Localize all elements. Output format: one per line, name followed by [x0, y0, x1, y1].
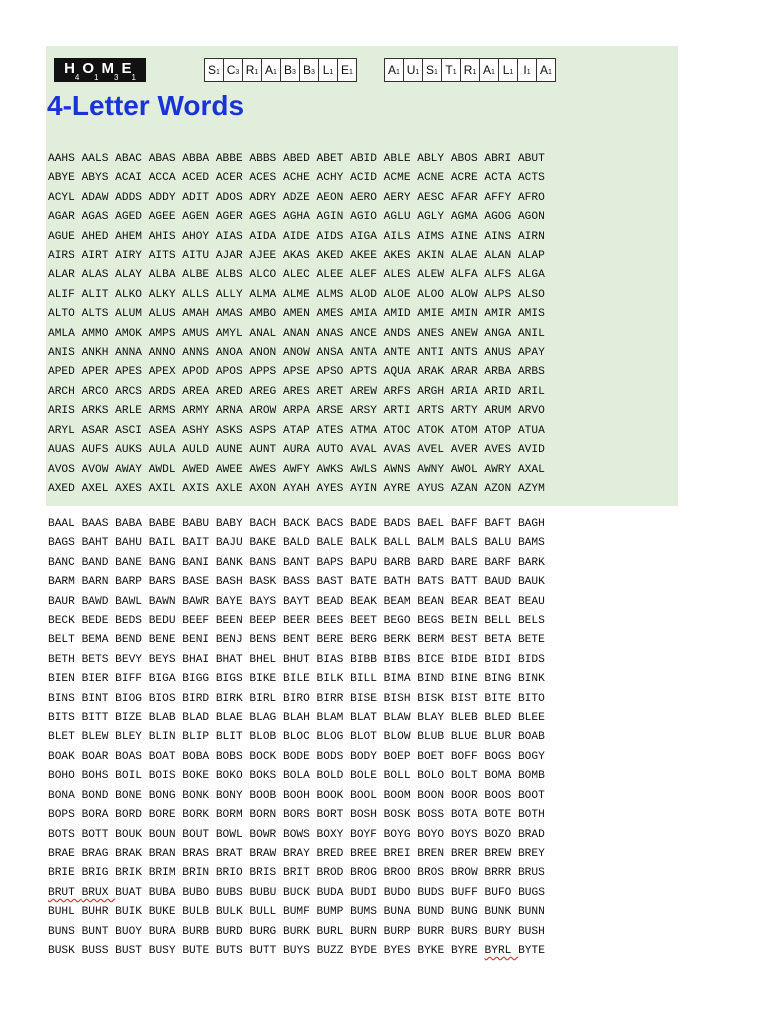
word-row: ALTO ALTS ALUM ALUS AMAH AMAS AMBO AMEN AMES AMIA AMID AMIE AMIN AMIR AMIS [48, 308, 545, 321]
tile-letter: C [226, 63, 236, 77]
word-row: AIRS AIRT AIRY AITS AITU AJAR AJEE AKAS AKED AKEE AKES AKIN ALAE ALAN ALAP [48, 250, 545, 263]
word-row: AMLA AMMO AMOK AMPS AMUS AMYL ANAL ANAN ANAS ANCE ANDS ANES ANEW ANGA ANIL [48, 327, 545, 340]
word-row: BOTS BOTT BOUK BOUN BOUT BOWL BOWR BOWS BOXY BOYF BOYG BOYO BOYS BOZO BRAD [48, 828, 545, 841]
word-list-a [48, 150, 545, 499]
tile-letter: E [341, 63, 350, 77]
word: BUBA [148, 886, 183, 899]
tile-score: 1 [472, 68, 477, 76]
tile-score: 1 [509, 68, 514, 76]
tile-score: 3 [235, 68, 240, 76]
word: BUDA [316, 886, 351, 899]
word: BYTE [518, 944, 545, 957]
tile-letter: A [388, 63, 397, 77]
home-letter: $M_3$ [101, 60, 119, 82]
word: BUDI [350, 886, 384, 899]
letter-tile [319, 58, 338, 82]
word-row: BECK BEDE BEDS BEDU BEEF BEEN BEEP BEER BEES BEET BEGO BEGS BEIN BELL BELS [48, 615, 545, 628]
letter-tile [461, 58, 480, 82]
word: BUCK [283, 886, 317, 899]
home-letter: $E_1$ [121, 60, 136, 82]
letter-tile [300, 58, 319, 82]
tile-score: 3 [292, 68, 296, 76]
letter-tile [224, 58, 243, 82]
word-row: ARYL ASAR ASCI ASEA ASHY ASKS ASPS ATAP ATES ATMA ATOC ATOK ATOM ATOP ATUA [48, 424, 545, 437]
australia-link[interactable] [384, 58, 556, 82]
word-row: ANIS ANKH ANNA ANNO ANNS ANOA ANON ANOW ANSA ANTA ANTE ANTI ANTS ANUS APAY [48, 347, 545, 360]
word-row: AGUE AHED AHEM AHIS AHOY AIAS AIDA AIDE AIDS AIGA AILS AIMS AINE AINS AIRN [48, 230, 545, 243]
tile-score: 1 [526, 68, 531, 76]
tile-score: 1 [434, 68, 438, 76]
letter-tile [480, 58, 499, 82]
word-row: ARIS ARKS ARLE ARMS ARMY ARNA AROW ARPA ARSE ARSY ARTI ARTS ARTY ARUM ARVO [48, 405, 545, 418]
tile-letter: R [463, 63, 473, 77]
letter-tile [404, 58, 423, 82]
word-row: AAHS AALS ABAC ABAS ABBA ABBE ABBS ABED ABET ABID ABLE ABLY ABOS ABRI ABUT [48, 153, 545, 165]
word-row [48, 942, 545, 961]
letter-score: 3 [114, 73, 119, 82]
word: BUYS [283, 944, 317, 957]
tile-letter: B [284, 63, 293, 77]
word-row: BUHL BUHR BUIK BUKE BULB BULK BULL BUMF BUMP BUMS BUNA BUND BUNG BUNK BUNN [48, 906, 545, 919]
word-row: APED APER APES APEX APOD APOS APPS APSE APSO APTS AQUA ARAK ARAR ARBA ARBS [48, 366, 545, 379]
word-row: AXED AXEL AXES AXIL AXIS AXLE AXON AYAH AYES AYIN AYRE AYUS AZAN AZON AZYM [48, 482, 545, 495]
word-row: BOPS BORA BORD BORE BORK BORM BORN BORS BORT BOSH BOSK BOSS BOTA BOTE BOTH [48, 809, 545, 822]
word-row: BONA BOND BONE BONG BONK BONY BOOB BOOH BOOK BOOL BOOM BOON BOOR BOOS BOOT [48, 789, 545, 802]
misspelled-word: BRUX [81, 886, 116, 899]
tile-letter: A [265, 63, 274, 77]
word-row: AVOS AVOW AWAY AWDL AWED AWEE AWES AWFY AWKS AWLS AWNS AWNY AWOL AWRY AXAL [48, 463, 545, 476]
word-row: BRIE BRIG BRIK BRIM BRIN BRIO BRIS BRIT BROD BROG BROO BROS BROW BRRR BRUS [48, 867, 545, 880]
tile-letter: L [322, 63, 330, 77]
word-list-b [48, 515, 545, 961]
letter-tile [204, 58, 224, 82]
tile-score: 3 [311, 68, 315, 76]
word: BUTE [182, 944, 216, 957]
tile-letter: S [426, 63, 435, 77]
tile-score: 1 [349, 68, 353, 76]
word-row [48, 884, 545, 903]
header-bar [46, 56, 678, 84]
page-title: 4-Letter Words [47, 90, 245, 121]
tile-score: 1 [329, 68, 334, 76]
word-row: BELT BEMA BEND BENE BENI BENJ BENS BENT BERE BERG BERK BERM BEST BETA BETE [48, 634, 545, 647]
word-row: BAGS BAHT BAHU BAIL BAIT BAJU BAKE BALD BALE BALK BALL BALM BALS BALU BAMS [48, 537, 545, 550]
misspelled-word: BRUT [48, 886, 82, 899]
letter-tile [384, 58, 404, 82]
tile-score: 1 [491, 68, 495, 76]
word-row: AUAS AUFS AUKS AULA AULD AUNE AUNT AURA AUTO AVAL AVAS AVEL AVER AVES AVID [48, 444, 545, 457]
word: BUSS [81, 944, 116, 957]
word: BUFO [484, 886, 519, 899]
home-letter: $O_1$ [82, 60, 99, 82]
tile-letter: U [406, 63, 416, 77]
tile-score: 1 [273, 68, 277, 76]
word: BUDO [383, 886, 418, 899]
word: BUST [115, 944, 149, 957]
word: BUDS [417, 886, 451, 899]
tile-letter: T [445, 63, 453, 77]
word-row: BANC BAND BANE BANG BANI BANK BANS BANT BAPS BAPU BARB BARD BARE BARF BARK [48, 556, 545, 569]
word-row: BINS BINT BIOG BIOS BIRD BIRK BIRL BIRO BIRR BISE BISH BISK BIST BITE BITO [48, 692, 545, 705]
letter-tile [499, 58, 518, 82]
word-row: BUNS BUNT BUOY BURA BURB BURD BURG BURK BURL BURN BURP BURR BURS BURY BUSH [48, 925, 545, 938]
home-link[interactable] [54, 58, 146, 82]
letter-tile [442, 58, 461, 82]
word-row: BARM BARN BARP BARS BASE BASH BASK BASS BAST BATE BATH BATS BATT BAUD BAUK [48, 576, 545, 589]
word-row: BAUR BAWD BAWL BAWN BAWR BAYE BAYS BAYT BEAD BEAK BEAM BEAN BEAR BEAT BEAU [48, 595, 545, 608]
letter-score: 4 [74, 73, 80, 82]
word: BUTS [215, 944, 250, 957]
word: BUFF [450, 886, 485, 899]
word-row: BRAE BRAG BRAK BRAN BRAS BRAT BRAW BRAY BRED BREE BREI BREN BRER BREW BREY [48, 847, 545, 860]
word-row: ACYL ADAW ADDS ADDY ADIT ADOS ADRY ADZE AEON AERO AERY AESC AFAR AFFY AFRO [48, 191, 545, 204]
word-row: ABYE ABYS ACAI ACCA ACED ACER ACES ACHE ACHY ACID ACME ACNE ACRE ACTA ACTS [48, 172, 545, 185]
word-row: BIEN BIER BIFF BIGA BIGG BIGS BIKE BILE BILK BILL BIMA BIND BINE BING BINK [48, 673, 545, 686]
tile-score: 1 [396, 68, 400, 76]
word-row: ARCH ARCO ARCS ARDS AREA ARED AREG ARES ARET AREW ARFS ARGH ARIA ARID ARIL [48, 385, 545, 398]
word: BUTT [249, 944, 284, 957]
letter-tile [281, 58, 300, 82]
tile-score: 1 [548, 68, 552, 76]
tile-score: 1 [254, 68, 259, 76]
tile-letter: L [502, 63, 510, 77]
word: BUGS [518, 886, 545, 899]
tile-letter: S [208, 63, 217, 77]
letter-tile [243, 58, 262, 82]
tile-score: 1 [452, 68, 457, 76]
word: BUBO [182, 886, 216, 899]
tile-letter: A [483, 63, 492, 77]
word-row: ALAR ALAS ALAY ALBA ALBE ALBS ALCO ALEC ALEE ALEF ALES ALEW ALFA ALFS ALGA [48, 269, 545, 282]
word-row: BOAK BOAR BOAS BOAT BOBA BOBS BOCK BODE BODS BODY BOEP BOET BOFF BOGS BOGY [48, 750, 545, 763]
word: BUSY [148, 944, 183, 957]
letter-tile [423, 58, 442, 82]
tile-letter: B [303, 63, 312, 77]
letter-tile [518, 58, 537, 82]
word: BYDE [350, 944, 384, 957]
word: BYES [383, 944, 418, 957]
letter-score: 1 [94, 73, 99, 82]
word-row: BITS BITT BIZE BLAB BLAD BLAE BLAG BLAH BLAM BLAT BLAW BLAY BLEB BLED BLEE [48, 712, 545, 725]
letter-score: 1 [131, 73, 136, 82]
word: BYKE [417, 944, 451, 957]
misspelled-word: BYRL [484, 944, 519, 957]
word: BYRE [450, 944, 485, 957]
word-row: BAAL BAAS BABA BABE BABU BABY BACH BACK BACS BADE BADS BAEL BAFF BAFT BAGH [48, 518, 545, 530]
tile-score: 1 [216, 68, 220, 76]
word-row: BETH BETS BEVY BEYS BHAI BHAT BHEL BHUT BIAS BIBB BIBS BICE BIDE BIDI BIDS [48, 653, 545, 666]
tile-letter: I [523, 63, 527, 77]
word-row: BOHO BOHS BOIL BOIS BOKE BOKO BOKS BOLA BOLD BOLE BOLL BOLO BOLT BOMA BOMB [48, 770, 545, 783]
word: BUBS [215, 886, 250, 899]
letter-tile [262, 58, 281, 82]
word-row: AGAR AGAS AGED AGEE AGEN AGER AGES AGHA AGIN AGIO AGLU AGLY AGMA AGOG AGON [48, 211, 545, 224]
tile-letter: A [540, 63, 549, 77]
scrabble-link[interactable] [204, 58, 357, 82]
word: BUZZ [316, 944, 351, 957]
word-row: BLET BLEW BLEY BLIN BLIP BLIT BLOB BLOC BLOG BLOT BLOW BLUB BLUE BLUR BOAB [48, 731, 545, 744]
letter-tile [537, 58, 556, 82]
home-letter: $H_4$ [64, 60, 80, 82]
letter-tile [338, 58, 357, 82]
tile-letter: R [245, 63, 255, 77]
tile-score: 1 [415, 68, 420, 76]
word-row: ALIF ALIT ALKO ALKY ALLS ALLY ALMA ALME ALMS ALOD ALOE ALOO ALOW ALPS ALSO [48, 288, 545, 301]
word: BUAT [115, 886, 149, 899]
word: BUBU [249, 886, 284, 899]
word: BUSK [48, 944, 82, 957]
